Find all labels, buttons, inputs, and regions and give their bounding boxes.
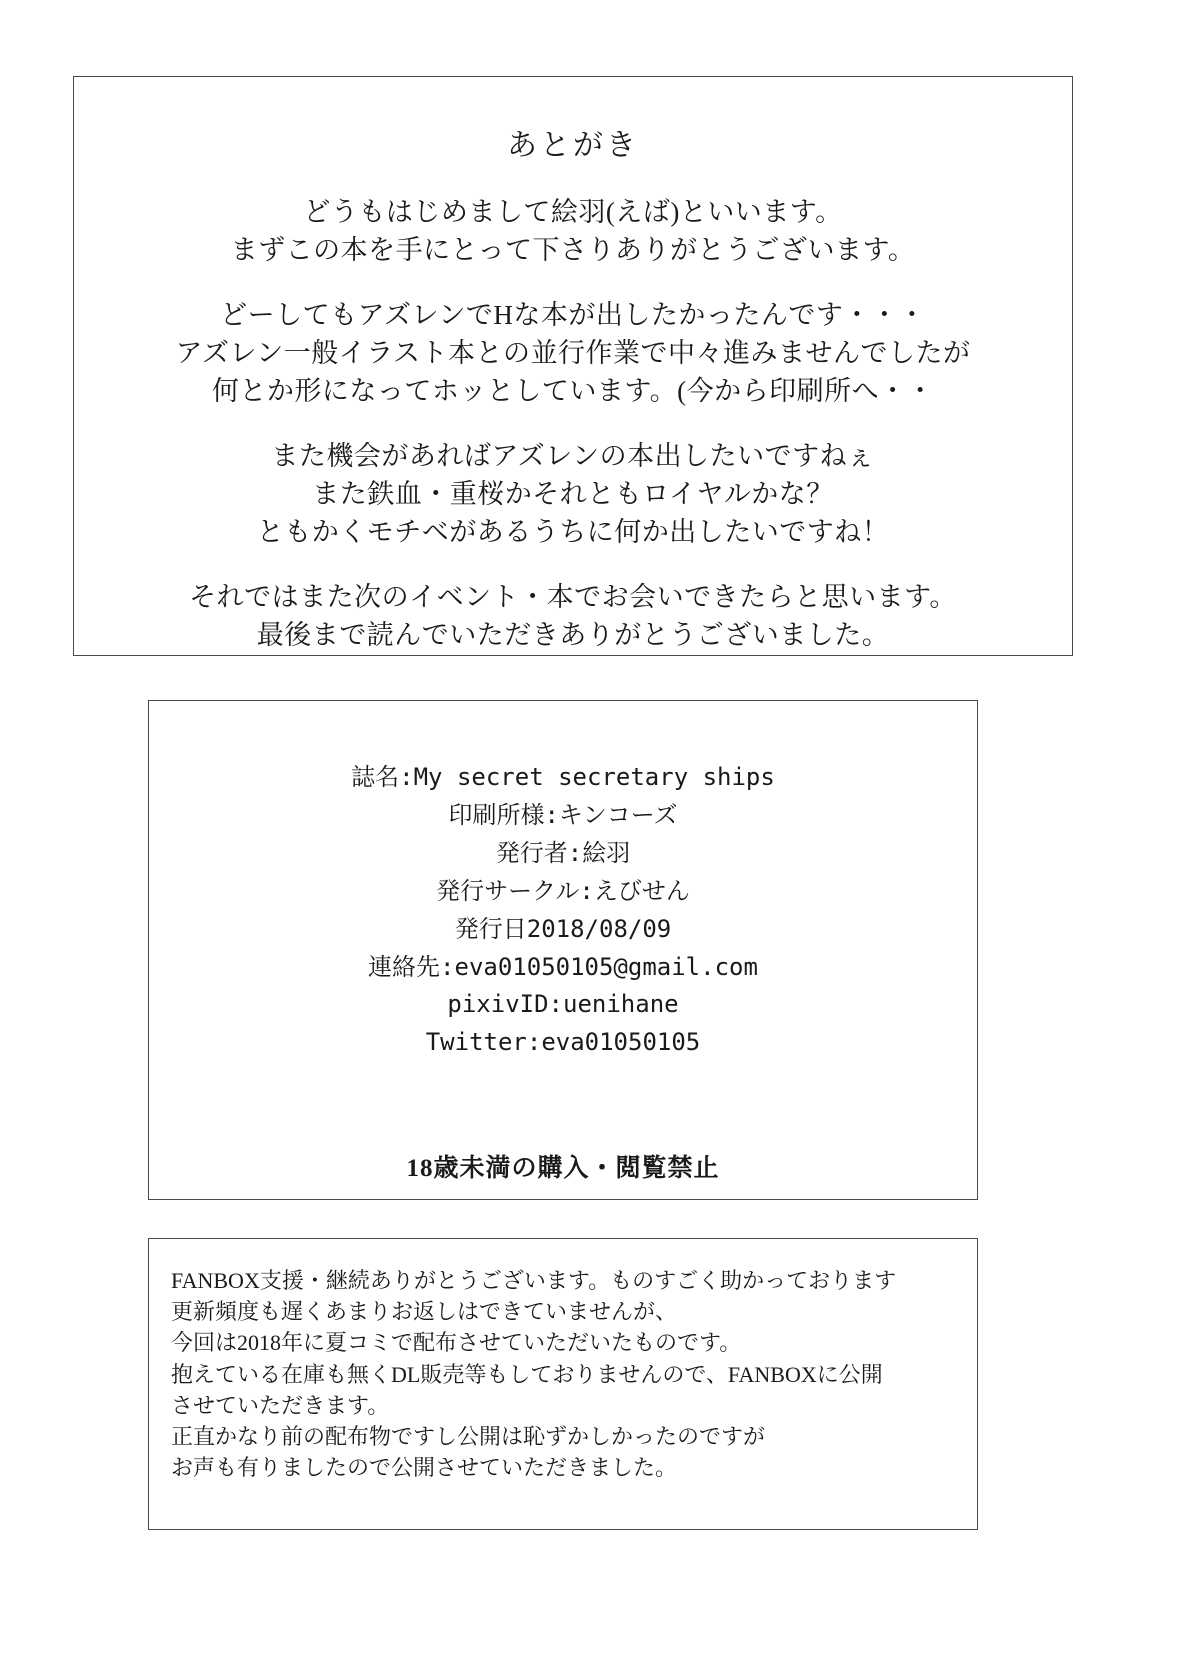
colophon-title-line: 誌名:My secret secretary ships xyxy=(351,763,775,791)
colophon-twitter-line: Twitter:eva01050105 xyxy=(425,1028,701,1057)
fanbox-note-content xyxy=(149,1239,977,1484)
afterword-line: アズレン一般イラスト本との並行作業で中々進みませんでしたが xyxy=(175,337,971,368)
afterword-content xyxy=(74,77,1072,654)
fanbox-note-line: FANBOX支援・継続ありがとうございます。ものすごく助かっております xyxy=(171,1268,897,1293)
afterword-line: また鉄血・重桜かそれともロイヤルかな？ xyxy=(312,478,834,509)
afterword-line: 最後まで読んでいただきありがとうございました。 xyxy=(256,619,890,650)
colophon-author-line: 発行者:絵羽 xyxy=(495,838,631,867)
colophon-content xyxy=(149,701,977,1184)
fanbox-note-line: お声も有りましたので公開させていただきました。 xyxy=(171,1455,678,1481)
afterword-paragraph-1 xyxy=(74,193,1072,270)
afterword-line: まずこの本を手にとって下さりありがとうございます。 xyxy=(230,235,916,266)
fanbox-note-line: 抱えている在庫も無くDL販売等もしておりませんので、FANBOXに公開 xyxy=(171,1361,883,1387)
afterword-line: また機会があればアズレンの本出したいですねぇ xyxy=(271,440,875,471)
fanbox-note-line: させていただきます。 xyxy=(171,1392,390,1418)
fanbox-note-line: 更新頻度も遅くあまりお返しはできていませんが、 xyxy=(171,1299,678,1325)
fanbox-note-panel xyxy=(148,1238,978,1530)
afterword-paragraph-3 xyxy=(74,437,1072,552)
age-restriction-notice: 18歳未満の購入・閲覧禁止 xyxy=(406,1155,720,1183)
colophon-printer-line: 印刷所様:キンコーズ xyxy=(448,800,678,829)
afterword-title: あとがき xyxy=(507,129,639,162)
afterword-line: ともかくモチベがあるうちに何か出したいですね！ xyxy=(256,517,890,548)
colophon-date-line: 発行日2018/08/09 xyxy=(454,914,672,943)
fanbox-note-line: 今回は2018年に夏コミで配布させていただいたものです。 xyxy=(171,1330,742,1356)
afterword-panel xyxy=(73,76,1073,656)
colophon-panel xyxy=(148,700,978,1200)
afterword-line: どうもはじめまして絵羽(えば)といいます。 xyxy=(303,197,843,227)
fanbox-note-line: 正直かなり前の配布物ですし公開は恥ずかしかったのですが xyxy=(171,1424,766,1450)
afterword-line: それではまた次のイベント・本でお会いできたらと思います。 xyxy=(189,581,957,612)
afterword-line: どーしてもアズレンでHな本が出したかったんです・・・ xyxy=(220,299,926,330)
afterword-paragraph-4 xyxy=(74,578,1072,655)
colophon-circle-line: 発行サークル:えびせん xyxy=(436,876,690,905)
afterword-line: 何とか形になってホッとしています。(今から印刷所へ・・ xyxy=(211,376,935,407)
colophon-pixiv-line: pixivID:uenihane xyxy=(447,990,679,1019)
afterword-paragraph-2 xyxy=(74,296,1072,411)
colophon-email-line: 連絡先:eva01050105@gmail.com xyxy=(368,952,758,981)
